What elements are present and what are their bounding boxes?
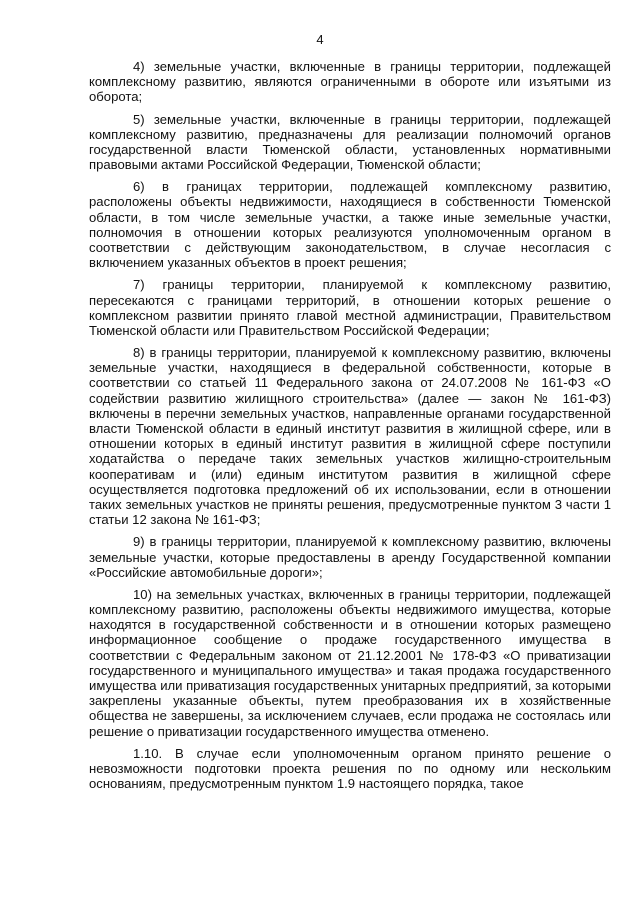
paragraph-item-8: 8) в границы территории, планируемой к комплексному развитию, включены земельные участки, находящиеся в федеральной собственности, которые в соответствии со статьей 11 Федерального закона от 24.07.2008 № 161-ФЗ «О содействии развитию жилищного строительства» (далее — закон № 161-ФЗ) включены в перечни земельных участков, направленные органами государственной власти Тюменской области в единый институт развития в жилищной сфере, или в отношении которых в единый институт развития в жилищной сфере поступили ходатайства о передаче таких земельных участков жилищно-строительным кооперативам и (или) единым институтом развития в жилищной сфере осуществляется подготовка предложений об их использовании, если в отношении таких земельных участков не приняты решения, предусмотренные пунктом 3 части 1 статьи 12 закона № 161-ФЗ; [89, 345, 611, 528]
paragraph-1-10: 1.10. В случае если уполномоченным органом принято решение о невозможности подготовки проекта решения по по одному или нескольким основаниям, предусмотренным пунктом 1.9 настоящего порядка, такое [89, 745, 611, 792]
paragraph-item-6: 6) в границах территории, подлежащей комплексному развитию, расположены объекты недвижимости, находящиеся в собственности Тюменской области, в том числе земельные участки, а также иные земельные участки, полномочия в отношении которых реализуются уполномоченным органом в соответствии с действующим законодательством, в случае несогласия с включением указанных объектов в проект решения; [89, 179, 611, 271]
paragraph-item-7: 7) границы территории, планируемой к комплексному развитию, пересекаются с границами территорий, в отношении которых решение о комплексном развитии принято главой местной администрации, Правительством Тюменской области или Правительством Российской Федерации; [89, 277, 611, 338]
paragraph-item-5: 5) земельные участки, включенные в границы территории, подлежащей комплексному развитию, предназначены для реализации полномочий органов государственной власти Тюменской области, установленных нормативными правовыми актами Российской Федерации, Тюменской области; [89, 111, 611, 173]
paragraph-item-10: 10) на земельных участках, включенных в границы территории, подлежащей комплексному развитию, расположены объекты недвижимого имущества, которые находятся в государственной собственности и в отношении которых размещено информационное сообщение о продаже государственного имущества в соответствии с Федеральным законом от 21.12.2001 № 178-ФЗ «О приватизации государственного и муниципального имущества» и такая продажа государственного имущества или приватизация государственных унитарных предприятий, за которыми закреплены указанные объекты, путем преобразования их в хозяйственные общества не завершены, за исключением случаев, если продажа не состоялась или решение о приватизации государственного имущества отменено. [89, 586, 612, 739]
paragraph-item-9: 9) в границы территории, планируемой к комплексному развитию, включены земельные участки, которые предоставлены в аренду Государственной компании «Российские автомобильные дороги»; [89, 534, 611, 580]
paragraph-item-4: 4) земельные участки, включенные в границы территории, подлежащей комплексному развитию, являются ограниченными в обороте или изъятыми из оборота; [89, 59, 611, 105]
page-number: 4 [316, 32, 324, 47]
document-body [89, 59, 611, 798]
